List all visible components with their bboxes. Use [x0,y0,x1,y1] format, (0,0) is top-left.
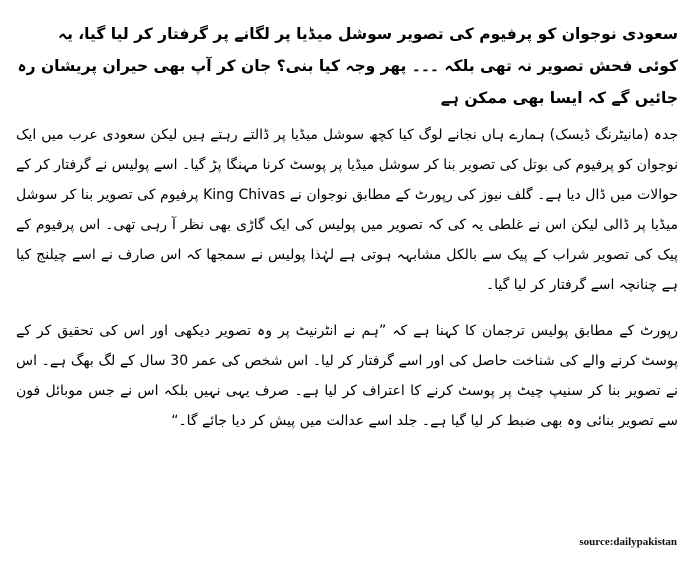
article-paragraph-2: رپورٹ کے مطابق پولیس ترجمان کا کہنا ہے کہ ”ہم نے انٹرنیٹ پر وہ تصویر دیکھی اور اس کی تحقیق کر کے پوسٹ کرنے والے کی شناخت حاصل کی اور اسے گرفتار کر لیا۔ اس شخص کی عمر 30 سال کے لگ بھگ ہے۔ اس نے تصویر بنا کر سنیپ چیٹ پر پوسٹ کرنے کا اعتراف کر لیا ہے۔ صرف یہی نہیں بلکہ اس نے جس موبائل فون سے تصویر بنائی وہ بھی ضبط کر لیا گیا ہے۔ جلد اسے عدالت میں پیش کر دیا جائے گا۔“ [16,323,678,429]
source-credit: source:dailypakistan [579,536,677,548]
article-paragraph-1: جدہ (مانیٹرنگ ڈیسک) ہمارے ہاں نجانے لوگ کیا کچھ سوشل میڈیا پر ڈالتے رہتے ہیں لیکن سعودی عرب میں ایک نوجوان کو پرفیوم کی بوتل کی تصویر بنا کر سوشل میڈیا پر پوسٹ کرنا مہنگا پڑ گیا۔ اسے پولیس نے گرفتار کر کے حوالات میں ڈال دیا ہے۔ گلف نیوز کی رپورٹ کے مطابق نوجوان نے King Chivas پرفیوم کی تصویر بنا کر سوشل میڈیا پر ڈالی لیکن اس نے غلطی یہ کی کہ تصویر میں پولیس کی ایک گاڑی بھی نظر آ رہی تھی۔ اس پرفیوم کے پیک کی تصویر شراب کے پیک سے بالکل مشابہہ ہوتی ہے لہٰذا پولیس نے سمجھا کہ اس صارف نے اسے چیلنج کیا ہے چنانچہ اسے گرفتار کر لیا گیا۔ [16,127,679,293]
article-body [16,18,678,452]
article-headline: سعودی نوجوان کو پرفیوم کی تصویر سوشل میڈیا پر لگانے پر گرفتار کر لیا گیا، یہ کوئی فحش تصویر نہ تھی بلکہ ۔۔۔ پھر وجہ کیا بنی؟ جان کر آپ بھی حیران پریشان رہ جائیں گے کہ ایسا بھی ممکن ہے [17,25,678,107]
